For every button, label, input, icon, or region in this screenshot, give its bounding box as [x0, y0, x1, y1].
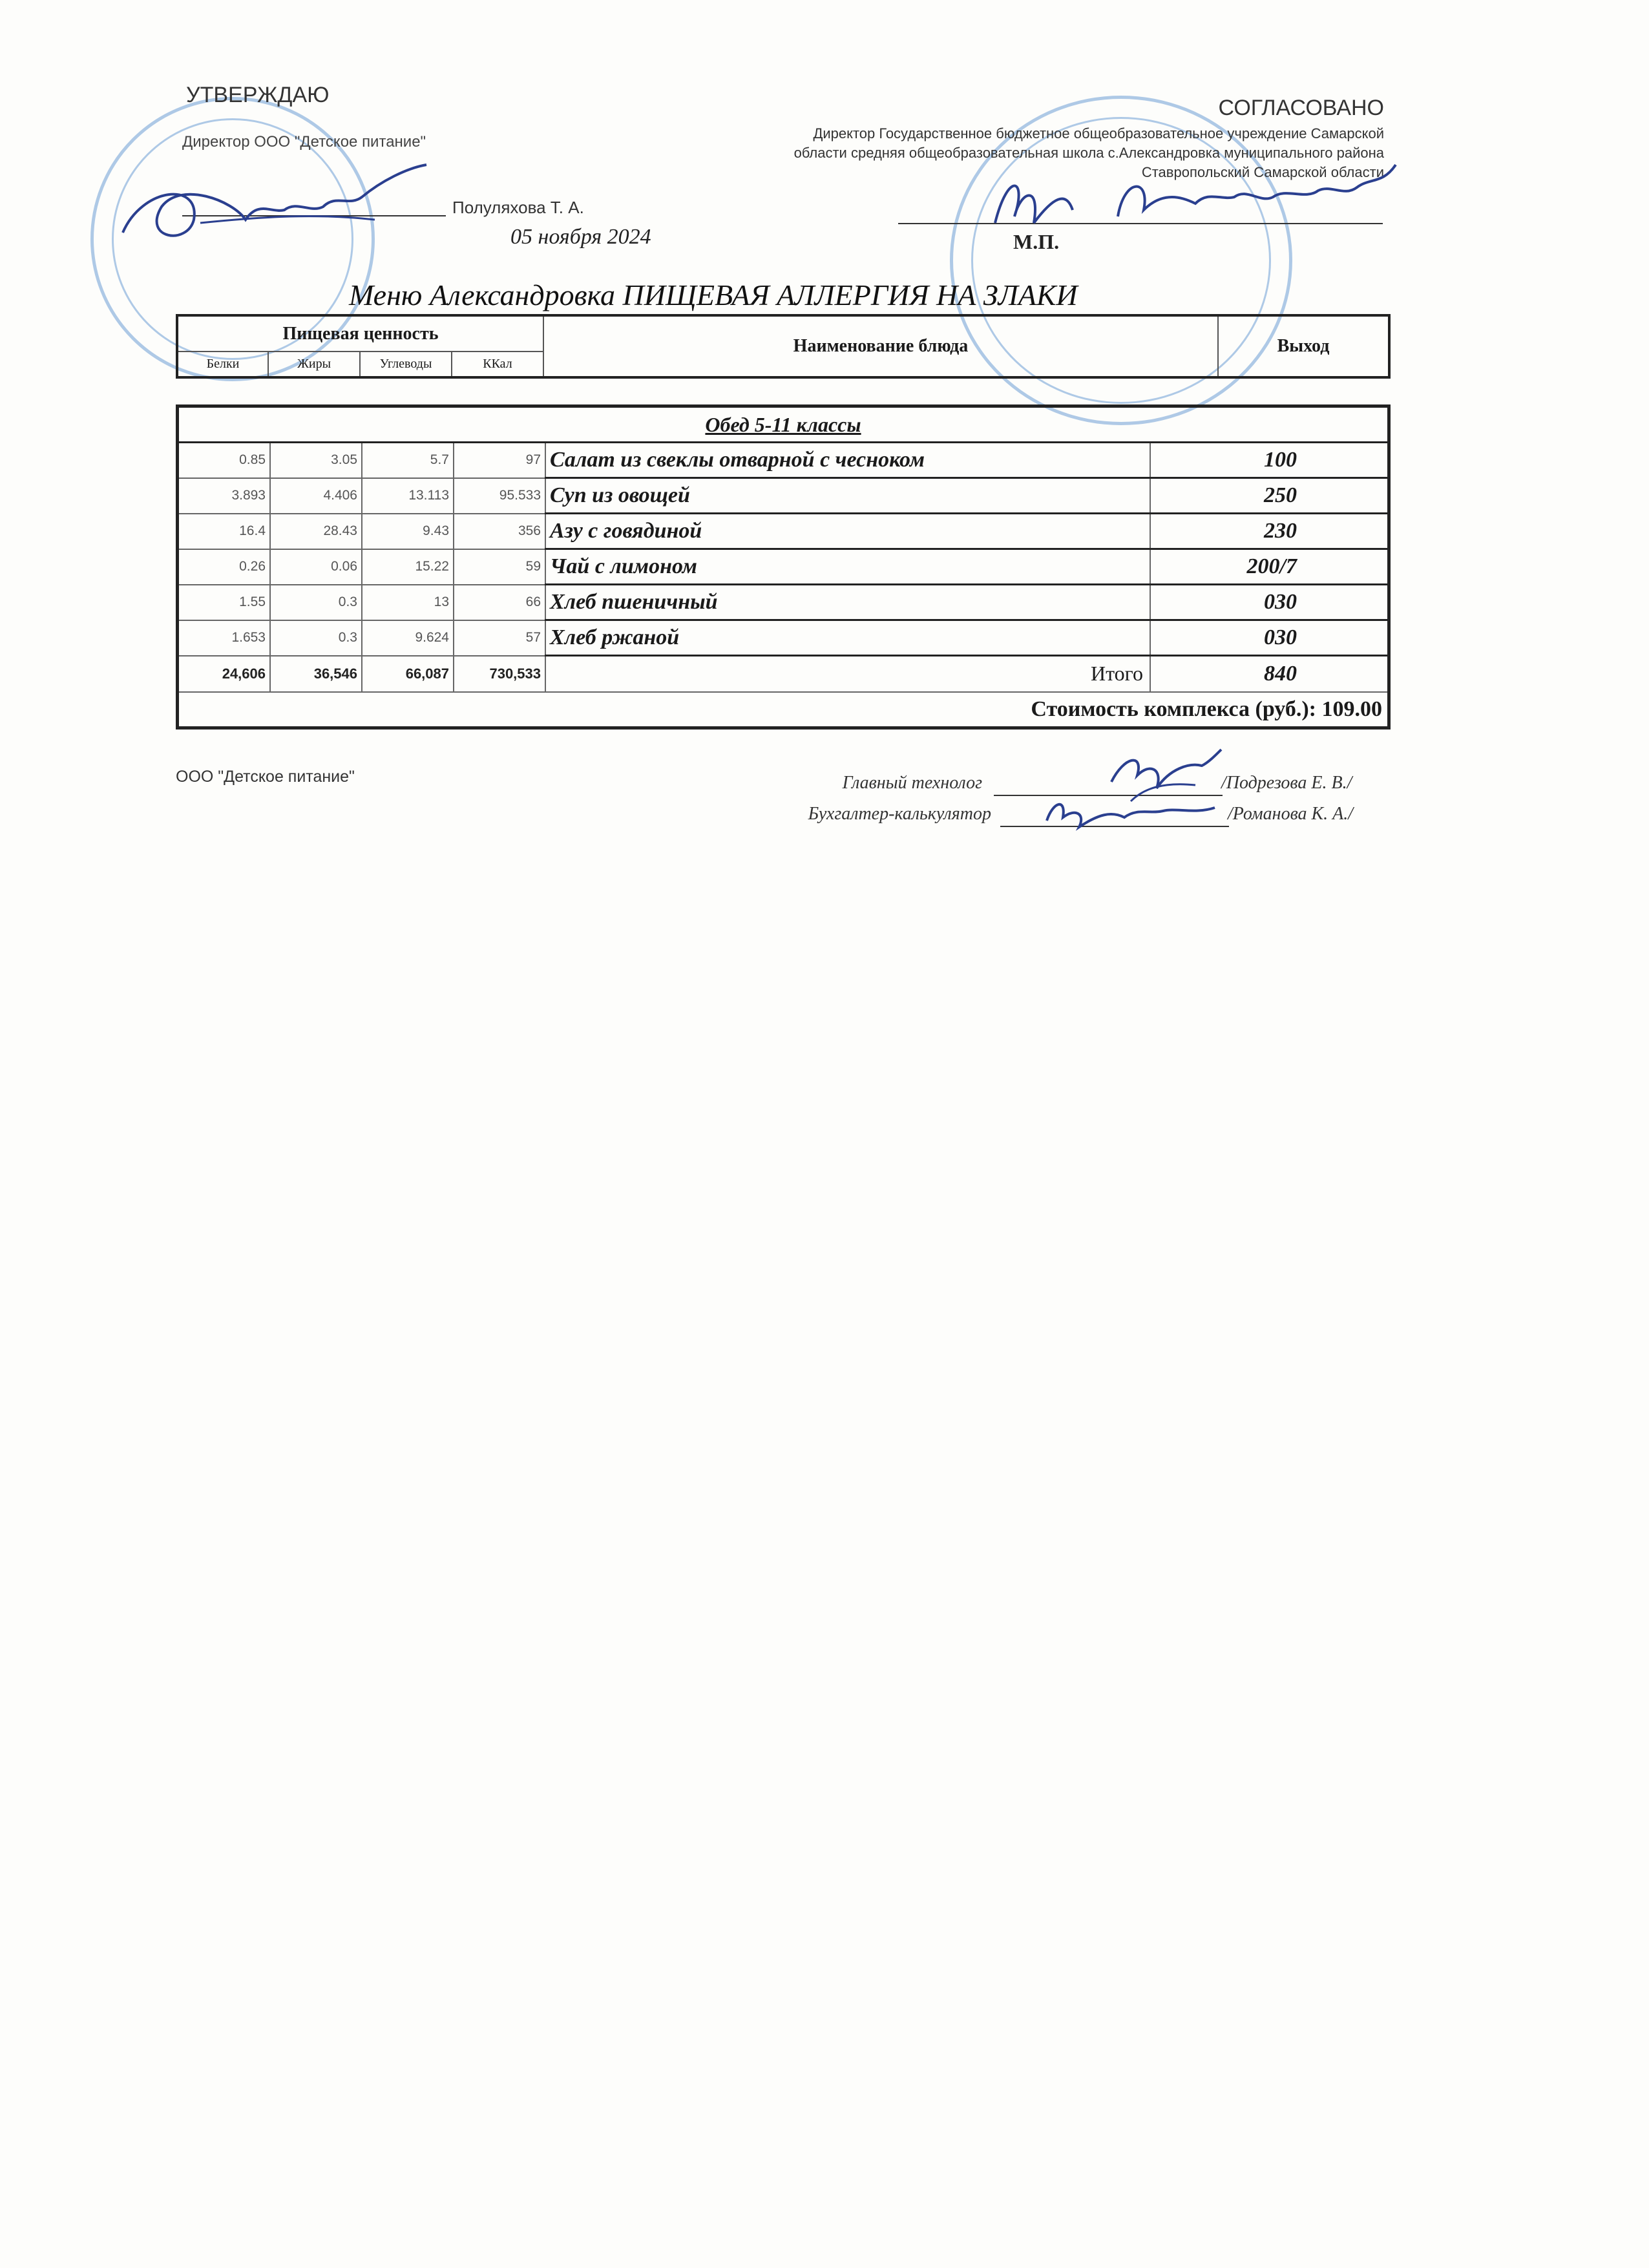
- footer-company: ООО "Детское питание": [176, 768, 355, 786]
- output-header: Выход: [1218, 315, 1389, 377]
- approve-title: УТВЕРЖДАЮ: [186, 83, 330, 107]
- table-row: [178, 478, 1389, 514]
- agree-line-1: Директор Государственное бюджетное общеобразовательное учреждение Самарской: [813, 125, 1384, 142]
- total-kcal: 730,533: [454, 656, 545, 692]
- dish-name-cell: Азу с говядиной: [545, 514, 1150, 549]
- dish-name-cell: Чай с лимоном: [545, 549, 1150, 585]
- table-row: [178, 514, 1389, 549]
- menu-title: Меню Александровка ПИЩЕВАЯ АЛЛЕРГИЯ НА ЗЛАКИ: [349, 278, 1078, 311]
- document-date: 05 ноября 2024: [510, 225, 651, 249]
- agree-line-2: области средняя общеобразовательная школа с.Александровка муниципального района: [793, 145, 1384, 161]
- accountant-signature: [1040, 788, 1221, 840]
- carbs-cell: 13: [362, 585, 454, 620]
- kcal-cell: 97: [454, 443, 545, 478]
- total-row: [178, 656, 1389, 692]
- fats-cell: 0.3: [270, 620, 362, 656]
- proteins-cell: 1.55: [178, 585, 271, 620]
- kcal-cell: 57: [454, 620, 545, 656]
- fats-cell: 0.3: [270, 585, 362, 620]
- tech-name: /Подрезова Е. В./: [1221, 773, 1352, 793]
- total-label: Итого: [545, 656, 1150, 692]
- stamp-place-label: М.П.: [1013, 230, 1060, 253]
- fats-cell: 0.06: [270, 549, 362, 585]
- tech-role: Главный технолог: [842, 773, 982, 793]
- dish-name-cell: Суп из овощей: [545, 478, 1150, 514]
- menu-table: [176, 404, 1391, 730]
- carbs-cell: 9.624: [362, 620, 454, 656]
- carbs-header: Углеводы: [360, 352, 452, 377]
- carbs-cell: 9.43: [362, 514, 454, 549]
- output-cell: 100: [1150, 443, 1389, 478]
- table-row: [178, 585, 1389, 620]
- proteins-cell: 1.653: [178, 620, 271, 656]
- output-cell: 230: [1150, 514, 1389, 549]
- approve-name: Полуляхова Т. А.: [452, 198, 584, 217]
- proteins-cell: 0.26: [178, 549, 271, 585]
- dish-name-header: Наименование блюда: [543, 315, 1218, 377]
- proteins-cell: 3.893: [178, 478, 271, 514]
- fats-cell: 3.05: [270, 443, 362, 478]
- proteins-header: Белки: [177, 352, 268, 377]
- agree-title: СОГЛАСОВАНО: [1218, 96, 1384, 120]
- kcal-cell: 66: [454, 585, 545, 620]
- approve-position: Директор ООО "Детское питание": [182, 133, 426, 151]
- total-proteins: 24,606: [178, 656, 271, 692]
- accountant-role: Бухгалтер-калькулятор: [808, 804, 991, 824]
- fats-header: Жиры: [268, 352, 360, 377]
- approve-signature: [103, 162, 439, 258]
- kcal-cell: 356: [454, 514, 545, 549]
- total-carbs: 66,087: [362, 656, 454, 692]
- accountant-name: /Романова К. А./: [1228, 804, 1354, 824]
- dish-name-cell: Салат из свеклы отварной с чесноком: [545, 443, 1150, 478]
- fats-cell: 28.43: [270, 514, 362, 549]
- output-cell: 250: [1150, 478, 1389, 514]
- fats-cell: 4.406: [270, 478, 362, 514]
- table-row: [178, 620, 1389, 656]
- complex-cost: Стоимость комплекса (руб.): 109.00: [178, 692, 1389, 728]
- output-cell: 200/7: [1150, 549, 1389, 585]
- kcal-cell: 95.533: [454, 478, 545, 514]
- total-fats: 36,546: [270, 656, 362, 692]
- output-cell: 030: [1150, 620, 1389, 656]
- proteins-cell: 0.85: [178, 443, 271, 478]
- carbs-cell: 5.7: [362, 443, 454, 478]
- agree-line-3: Ставропольский Самарской области: [1141, 164, 1384, 180]
- carbs-cell: 15.22: [362, 549, 454, 585]
- header-table: [176, 314, 1391, 379]
- table-row: [178, 549, 1389, 585]
- section-title: Обед 5-11 классы: [178, 406, 1389, 443]
- output-cell: 030: [1150, 585, 1389, 620]
- kcal-cell: 59: [454, 549, 545, 585]
- dish-name-cell: Хлеб ржаной: [545, 620, 1150, 656]
- table-row: [178, 443, 1389, 478]
- agree-signature: [969, 152, 1409, 242]
- total-output: 840: [1150, 656, 1389, 692]
- dish-name-cell: Хлеб пшеничный: [545, 585, 1150, 620]
- kcal-header: ККал: [452, 352, 543, 377]
- nutrition-header: Пищевая ценность: [177, 315, 543, 352]
- carbs-cell: 13.113: [362, 478, 454, 514]
- proteins-cell: 16.4: [178, 514, 271, 549]
